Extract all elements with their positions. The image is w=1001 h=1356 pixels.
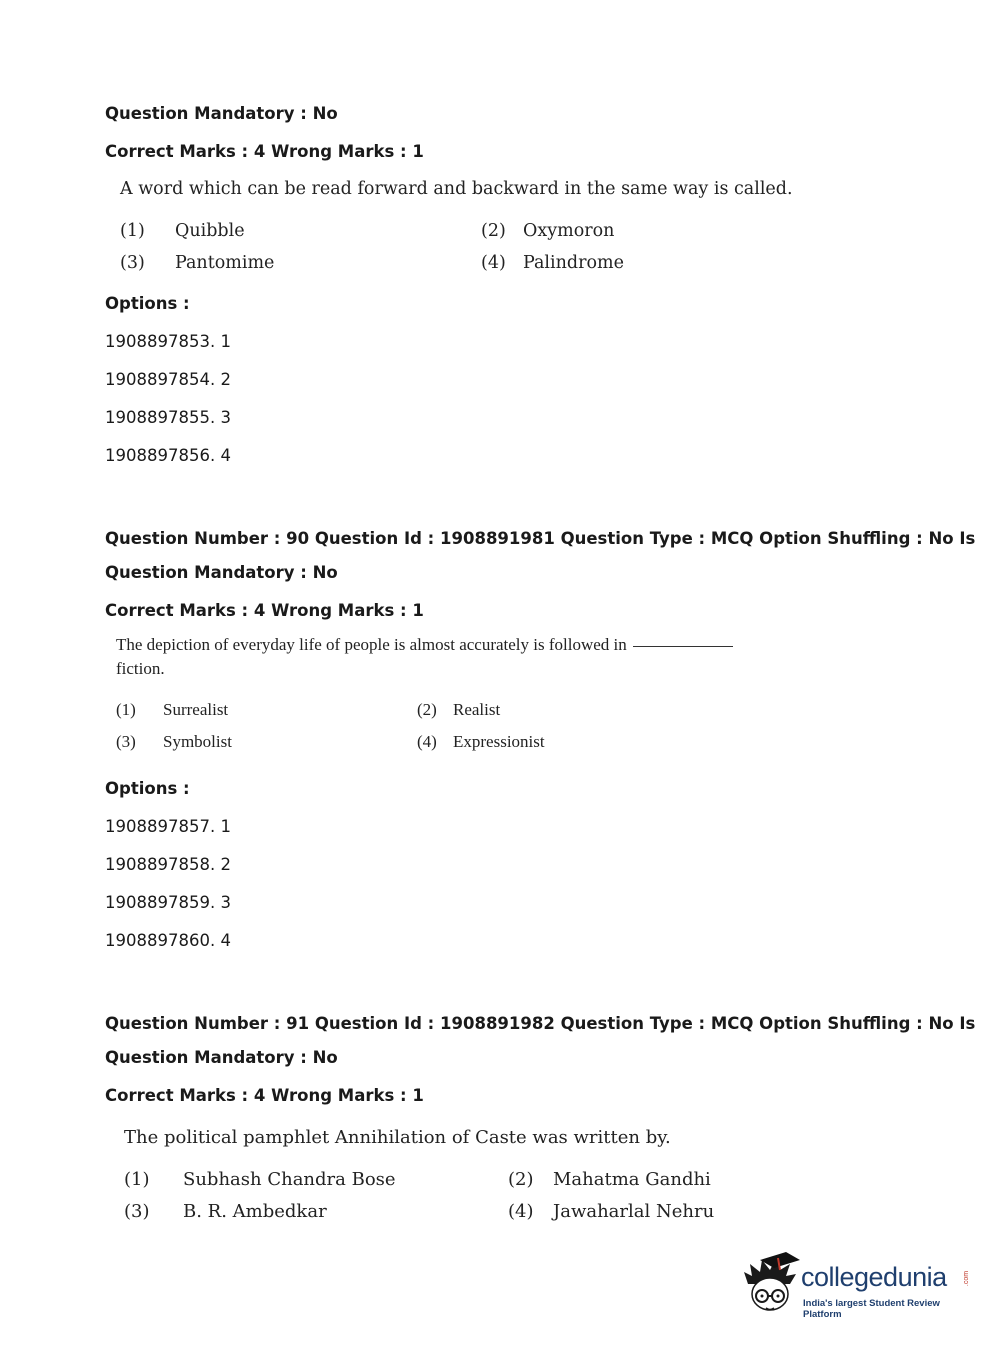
mascot-icon — [742, 1250, 802, 1320]
choice-number: (2) — [508, 1169, 534, 1190]
q90-marks: Correct Marks : 4 Wrong Marks : 1 — [105, 601, 424, 620]
q91-choice-3 — [124, 1201, 327, 1222]
choice-label: Surrealist — [163, 700, 229, 719]
logo-wordmark: collegedunia — [801, 1262, 947, 1292]
choice-number: (4) — [417, 732, 437, 751]
q89-choice-4 — [481, 253, 624, 273]
q91-mandatory: Question Mandatory : No — [105, 1048, 338, 1067]
choice-number: (2) — [481, 221, 506, 241]
q90-option-1: 1908897857. 1 — [105, 817, 231, 836]
logo-tagline: India's largest Student Review Platform — [803, 1298, 940, 1320]
q89-option-4: 1908897856. 4 — [105, 446, 231, 465]
q89-option-1: 1908897853. 1 — [105, 332, 231, 351]
q90-header: Question Number : 90 Question Id : 1908891981 Question Type : MCQ Option Shuffling : No Is — [105, 529, 976, 548]
logo-domain-suffix: .com — [963, 1270, 971, 1287]
choice-number: (1) — [116, 700, 136, 719]
q89-options-heading: Options : — [105, 294, 190, 313]
choice-label: Quibble — [175, 221, 245, 241]
choice-number: (3) — [124, 1201, 150, 1222]
q89-mandatory: Question Mandatory : No — [105, 104, 338, 123]
choice-label: Jawaharlal Nehru — [553, 1201, 715, 1222]
q91-choice-1 — [124, 1169, 396, 1190]
choice-number: (3) — [120, 253, 145, 273]
q91-choice-2 — [508, 1169, 711, 1190]
choice-label: Expressionist — [453, 732, 545, 751]
q90-option-3: 1908897859. 3 — [105, 893, 231, 912]
answer-blank — [633, 646, 733, 647]
q90-mandatory: Question Mandatory : No — [105, 563, 338, 582]
choice-number: (2) — [417, 700, 437, 719]
q89-question-text: A word which can be read forward and backward in the same way is called. — [120, 179, 793, 199]
q90-choice-2 — [417, 700, 500, 720]
q91-choice-4 — [508, 1201, 714, 1222]
q90-choice-3 — [116, 732, 232, 752]
q89-choice-3 — [120, 253, 274, 273]
choice-label: Subhash Chandra Bose — [183, 1169, 396, 1190]
q91-marks: Correct Marks : 4 Wrong Marks : 1 — [105, 1086, 424, 1105]
choice-label: Realist — [453, 700, 501, 719]
choice-label: Symbolist — [163, 732, 232, 751]
choice-label: B. R. Ambedkar — [183, 1201, 327, 1222]
choice-number: (1) — [120, 221, 145, 241]
q89-option-3: 1908897855. 3 — [105, 408, 231, 427]
q90-question-text — [116, 635, 733, 655]
q90-option-4: 1908897860. 4 — [105, 931, 231, 950]
q89-marks: Correct Marks : 4 Wrong Marks : 1 — [105, 142, 424, 161]
choice-number: (4) — [508, 1201, 534, 1222]
choice-label: Pantomime — [175, 253, 275, 273]
q90-options-heading: Options : — [105, 779, 190, 798]
choice-number: (1) — [124, 1169, 150, 1190]
choice-number: (3) — [116, 732, 136, 751]
q91-header: Question Number : 91 Question Id : 1908891982 Question Type : MCQ Option Shuffling : No Is — [105, 1014, 976, 1033]
collegedunia-logo — [742, 1250, 972, 1320]
choice-label: Oxymoron — [523, 221, 615, 241]
q90-choice-4 — [417, 732, 545, 752]
q89-choice-1 — [120, 221, 245, 241]
choice-label: Palindrome — [523, 253, 624, 273]
q90-choice-1 — [116, 700, 228, 720]
q89-option-2: 1908897854. 2 — [105, 370, 231, 389]
q90-question-line-2: fiction. — [116, 659, 165, 678]
q90-option-2: 1908897858. 2 — [105, 855, 231, 874]
q91-question-text: The political pamphlet Annihilation of Caste was written by. — [124, 1127, 671, 1148]
q90-question-line-1: The depiction of everyday life of people is almost accurately is followed in — [116, 635, 627, 654]
q89-choice-2 — [481, 221, 614, 241]
choice-number: (4) — [481, 253, 506, 273]
choice-label: Mahatma Gandhi — [553, 1169, 711, 1190]
